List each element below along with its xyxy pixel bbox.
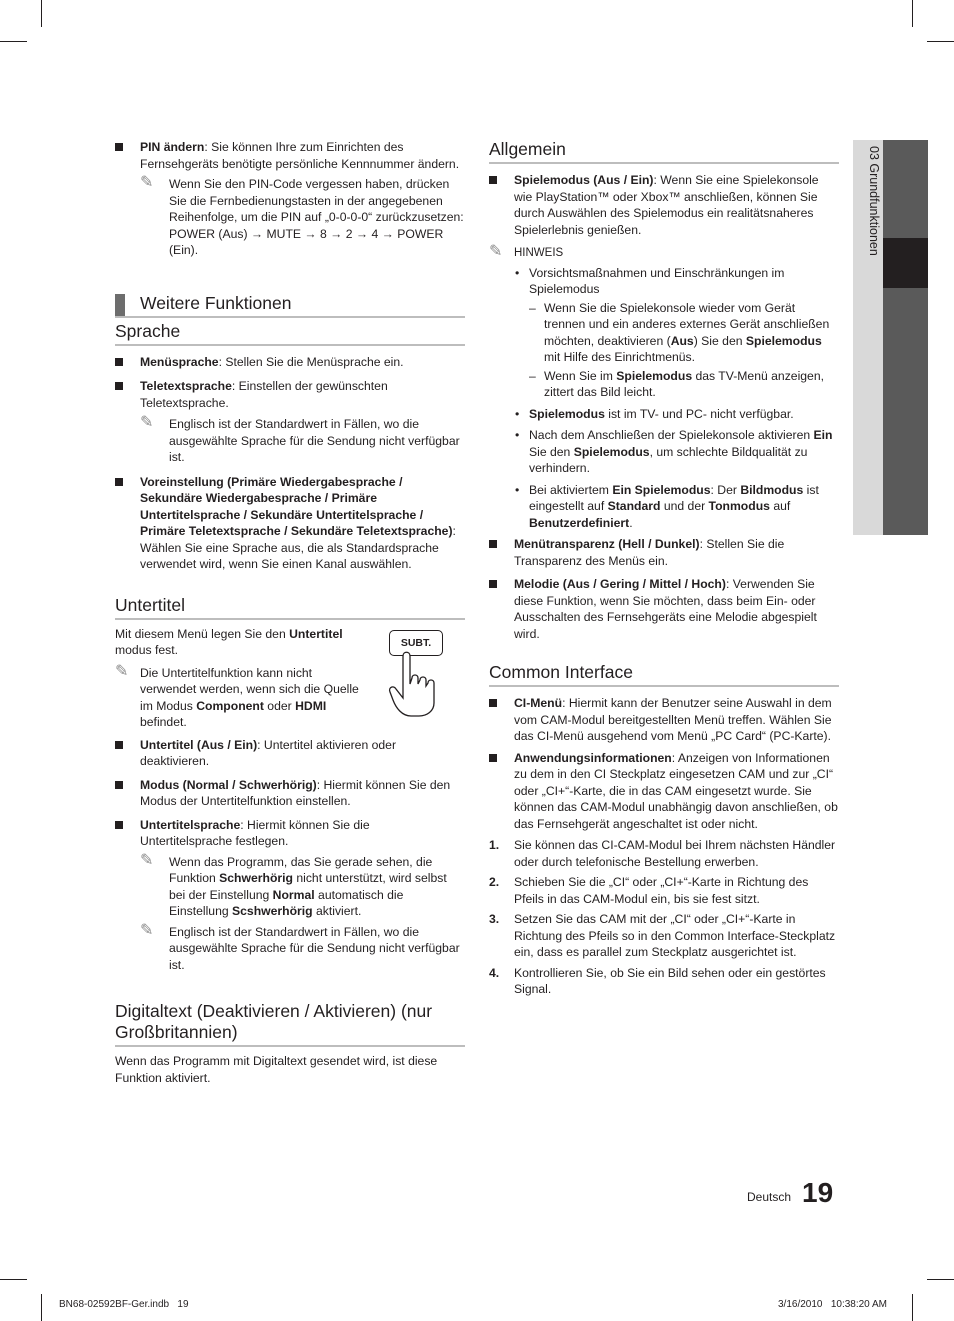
square-bullet-icon bbox=[115, 358, 123, 366]
hinweis-label: ✎ HINWEIS bbox=[489, 243, 564, 260]
melodie-item: Melodie (Aus / Gering / Mittel / Hoch): Verwenden Sie diese Funktion, wenn Sie möchten, dass beim Ein- oder Ausschalten des Fernsehgeräts eine Melodie abgespielt wird. bbox=[489, 576, 839, 642]
menuetransparenz-item: Menütransparenz (Hell / Dunkel): Stellen Sie die Transparenz des Menüs ein. bbox=[489, 536, 839, 569]
untertitel-title: Untertitel bbox=[115, 595, 465, 620]
pencil-icon: ✎ bbox=[140, 414, 154, 431]
untertitel-aus-ein-item: Untertitel (Aus / Ein): Untertitel aktivieren oder deaktivieren. bbox=[115, 737, 465, 770]
teletext-item: Teletextsprache: Einstellen der gewünschten Teletextsprache. bbox=[115, 378, 465, 411]
untertitel-modus-item: Modus (Normal / Schwerhörig): Hiermit können Sie den Modus der Untertitelfunktion einstellen. bbox=[115, 777, 465, 810]
untertitel-note: ✎ Die Untertitelfunktion kann nicht verwendet werden, wenn sich die Quelle im Modus Component oder HDMI befindet. bbox=[115, 662, 359, 729]
square-bullet-icon bbox=[489, 580, 497, 588]
pencil-icon: ✎ bbox=[140, 921, 154, 939]
allgemein-title: Allgemein bbox=[489, 139, 839, 164]
subt-button: SUBT. bbox=[389, 630, 443, 656]
side-tab-active bbox=[883, 238, 928, 288]
digitaltext-text: Wenn das Programm mit Digitaltext gesendet wird, ist diese Funktion aktiviert. bbox=[115, 1054, 438, 1085]
weitere-title: Weitere Funktionen bbox=[115, 293, 465, 318]
crop-mark bbox=[41, 0, 42, 27]
hinweis-bullet-3: • Nach dem Anschließen der Spielekonsole aktivieren Ein Sie den Spielemodus, um schlechte Bildqualität zu verhindern. bbox=[515, 428, 833, 475]
square-bullet-icon bbox=[489, 540, 497, 548]
ci-step: 2. Schieben Sie die „CI“ oder „CI+“-Karte in Richtung des Pfeils in das CAM-Modul ein, bis sie fest sitzt. bbox=[489, 875, 809, 906]
menusprache-item: Menüsprache: Stellen Sie die Menüsprache ein. bbox=[115, 354, 465, 371]
square-bullet-icon bbox=[115, 821, 123, 829]
right-column bbox=[489, 139, 839, 998]
sprache-title: Sprache bbox=[115, 321, 465, 346]
left-column bbox=[115, 139, 465, 1086]
pencil-icon: ✎ bbox=[140, 174, 154, 191]
square-bullet-icon bbox=[489, 754, 497, 762]
pin-item: PIN ändern: Sie können Ihre zum Einrichten des Fernsehgeräts benötigte persönliche Kennnummer ändern. bbox=[115, 139, 465, 172]
pencil-icon: ✎ bbox=[115, 662, 129, 680]
crop-mark bbox=[912, 0, 913, 27]
square-bullet-icon bbox=[115, 741, 123, 749]
crop-mark bbox=[927, 41, 954, 42]
hinweis-dash-1: – Wenn Sie die Spielekonsole wieder vom Gerät trennen und ein anderes externes Gerät anschließen möchten, deaktivieren (Aus) Sie den Spielemodus mit Hilfe des Einrichtmenüs. bbox=[529, 300, 830, 364]
hinweis-dash-2: – Wenn Sie im Spielemodus das TV-Menü anzeigen, zittert das Bild leicht. bbox=[529, 368, 824, 399]
hand-icon bbox=[387, 648, 449, 718]
square-bullet-icon bbox=[115, 382, 123, 390]
remote-subt-illustration bbox=[387, 630, 449, 718]
crop-mark bbox=[0, 41, 27, 42]
print-file-info: BN68-02592BF-Ger.indb 19 bbox=[59, 1299, 189, 1310]
footer-language: Deutsch bbox=[747, 1190, 792, 1204]
ci-menu-item: CI-Menü: Hiermit kann der Benutzer seine Auswahl in dem vom CAM-Modul bereitgestellten Menü treffen. Wählen Sie das CI-Menü ausgehend vom Menü „PC Card“ (PC-Karte). bbox=[489, 695, 839, 745]
untertitelsprache-item: Untertitelsprache: Hiermit können Sie die Untertitelsprache festlegen. bbox=[115, 817, 465, 850]
crop-mark bbox=[927, 1279, 954, 1280]
pencil-icon: ✎ bbox=[140, 851, 154, 869]
anwendungsinfo-item: Anwendungsinformationen: Anzeigen von Informationen zu dem in den CI Steckplatz eingesetzen CAM und zur „CI“ oder „CI+“-Karte, die in das CAM eingesetzt wurde. Sie können das CAM-Modul unabhängig davon anschließen, ob das Fernsehgerät angeschaltet ist oder nicht. bbox=[489, 750, 839, 833]
square-bullet-icon bbox=[489, 176, 497, 184]
untertitel-note-2: ✎ Wenn das Programm, das Sie gerade sehen, die Funktion Schwerhörig nicht unterstützt, wird selbst bei der Einstellung Normal automatisch die Einstellung Scshwerhörig aktiviert. bbox=[140, 851, 447, 918]
teletext-note: ✎ Englisch ist der Standardwert in Fällen, wo die ausgewählte Sprache für die Sendung nicht verfügbar ist. bbox=[140, 414, 460, 464]
ci-step: 4. Kontrollieren Sie, ob Sie ein Bild sehen oder ein gestörtes Signal. bbox=[489, 965, 826, 996]
pin-note: ✎ Wenn Sie den PIN-Code vergessen haben, drücken Sie die Fernbedienungstasten in der angegebenen Reihenfolge, um die PIN auf „0-0-0-0“ zurückzusetzen: POWER (Aus) → MUTE → 8 → 2 → 4 → POWER (Ein). bbox=[140, 174, 464, 257]
voreinstellung-item: Voreinstellung (Primäre Wiedergabesprache / Sekundäre Wiedergabesprache / Primäre Untertitelsprache / Sekundäre Untertitelsprache / Primäre Teletextsprache / Sekundäre Teletextsprache): Wählen Sie eine Sprache aus, die als Standardsprache verwendet wird, wenn Sie einen Kanal auswählen. bbox=[115, 474, 465, 573]
untertitel-note-3: ✎ Englisch ist der Standardwert in Fällen, wo die ausgewählte Sprache für die Sendung nicht verfügbar ist. bbox=[140, 921, 460, 972]
hinweis-bullet-4: • Bei aktiviertem Ein Spielemodus: Der Bildmodus ist eingestellt auf Standard und der Tonmodus auf Benutzerdefiniert. bbox=[515, 482, 819, 530]
square-bullet-icon bbox=[115, 143, 123, 151]
square-bullet-icon bbox=[115, 478, 123, 486]
ci-step: 3. Setzen Sie das CAM mit der „CI“ oder „CI+“-Karte in Richtung des Pfeils so in den Common Interface-Steckplatz ein, dass es parallel zum Steckplatz ausgerichtet ist. bbox=[489, 912, 836, 959]
digitaltext-title: Digitaltext (Deaktivieren / Aktivieren) (nur Großbritannien) bbox=[115, 1001, 465, 1047]
square-bullet-icon bbox=[115, 781, 123, 789]
crop-mark bbox=[0, 1279, 27, 1280]
hinweis-bullet-2: • Spielemodus ist im TV- und PC- nicht verfügbar. bbox=[515, 406, 794, 421]
crop-mark bbox=[41, 1294, 42, 1321]
hinweis-bullet-1: • Vorsichtsmaßnahmen und Einschränkungen im Spielemodus bbox=[515, 265, 785, 296]
side-tab-gray bbox=[883, 140, 928, 535]
ci-step: 1. Sie können das CI-CAM-Modul bei Ihrem nächsten Händler oder durch telefonische Bestellung erwerben. bbox=[489, 838, 836, 869]
side-tab-label: 03 Grundfunktionen bbox=[867, 146, 881, 256]
untertitel-intro-block bbox=[115, 626, 465, 731]
print-date-info: 3/16/2010 10:38:20 AM bbox=[778, 1299, 887, 1310]
common-interface-title: Common Interface bbox=[489, 662, 839, 687]
spielemodus-item: Spielemodus (Aus / Ein): Wenn Sie eine Spielekonsole wie PlayStation™ oder Xbox™ anschließen, können Sie durch Auswählen des Spielemodus ein realitätsnaheres Spielerlebnis genießen. bbox=[489, 172, 839, 238]
square-bullet-icon bbox=[489, 699, 497, 707]
page-number: 19 bbox=[802, 1177, 834, 1208]
pencil-icon: ✎ bbox=[489, 243, 503, 260]
crop-mark bbox=[912, 1294, 913, 1321]
untertitel-intro: Mit diesem Menü legen Sie den Untertitel modus fest. bbox=[115, 626, 343, 657]
